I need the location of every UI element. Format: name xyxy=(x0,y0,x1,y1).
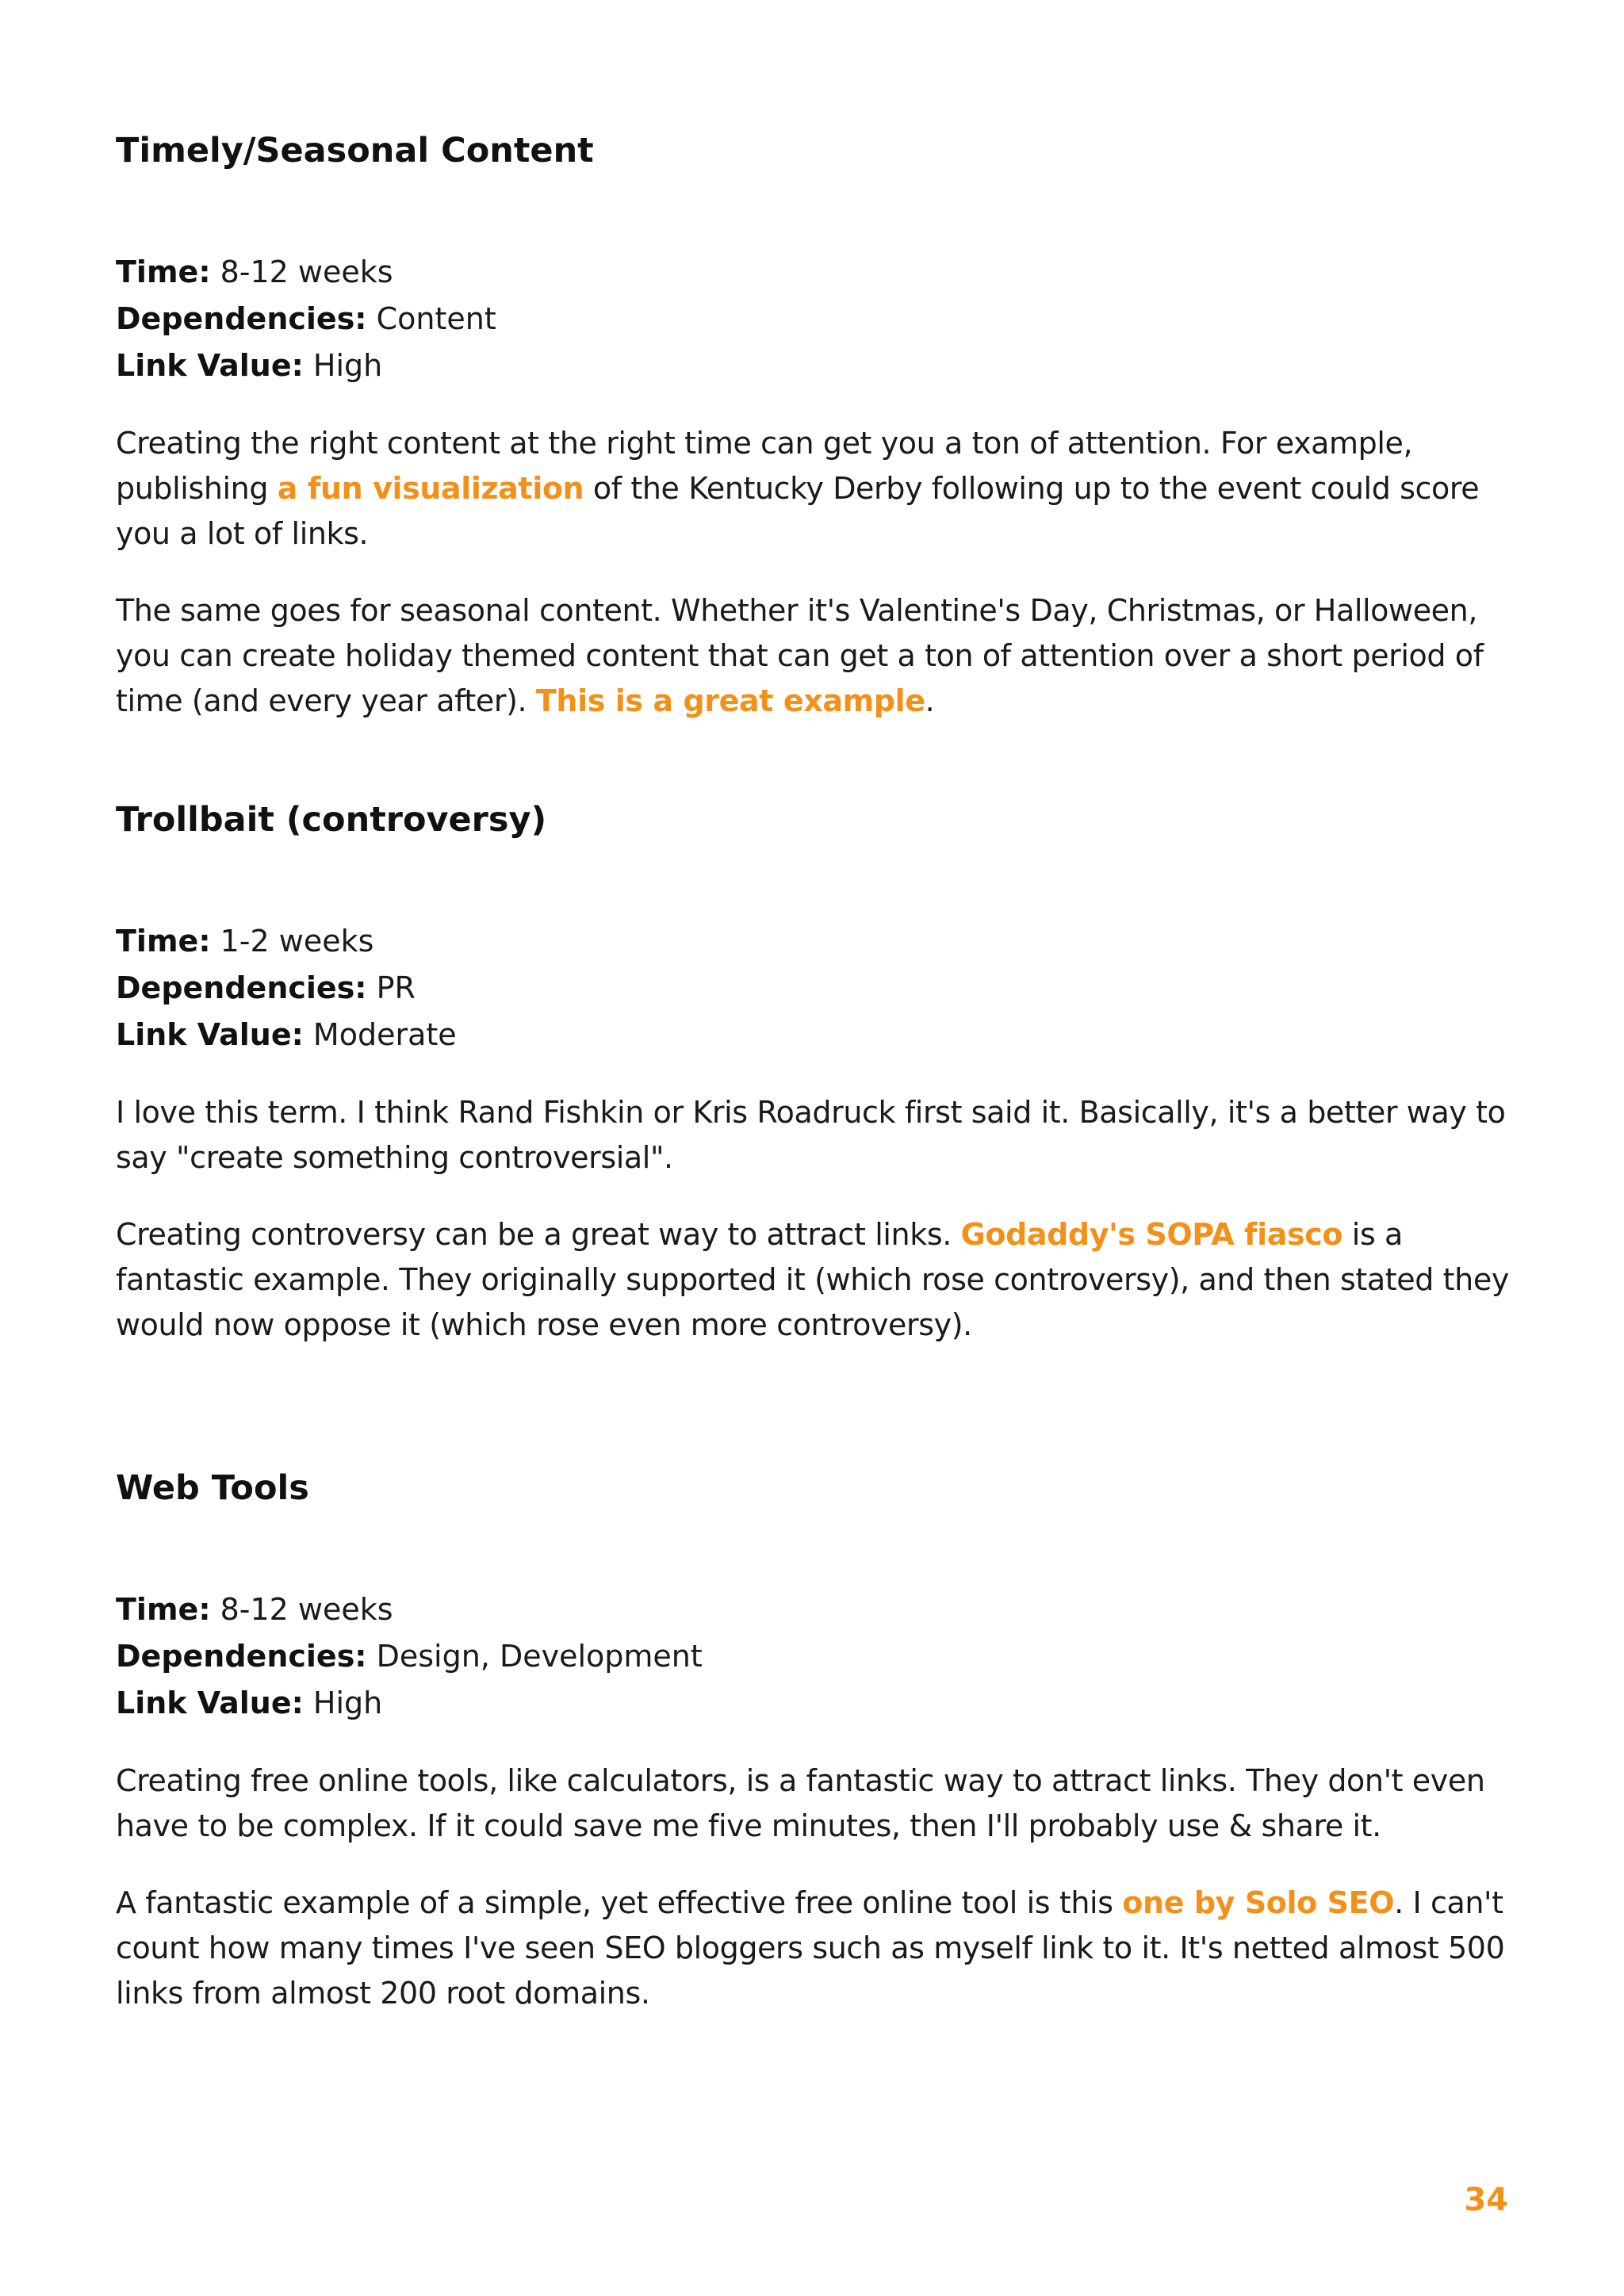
section-trollbait xyxy=(116,798,1511,1348)
section-meta xyxy=(116,249,1511,389)
paragraph: Creating free online tools, like calculators, is a fantastic way to attract links. They don't even have to be complex. If it could save me five minutes, then I'll probably use & share it. xyxy=(116,1763,1485,1843)
meta-link-value: Link Value: High xyxy=(116,348,383,383)
section-title: Web Tools xyxy=(116,1468,309,1508)
paragraph: Creating controversy can be a great way to attract links. Godaddy's SOPA fiasco is a fantastic example. They originally supported it (which rose controversy), and then stated they would now oppose it (which rose even more controversy). xyxy=(116,1217,1509,1342)
sopa-fiasco-link[interactable]: Godaddy's SOPA fiasco xyxy=(960,1217,1343,1252)
paragraph: Creating the right content at the right time can get you a ton of attention. For example, publishing a fun visualization of the Kentucky Derby following up to the event could score you a lot of links. xyxy=(116,426,1480,551)
meta-dependencies: Dependencies: PR xyxy=(116,970,416,1005)
paragraph: I love this term. I think Rand Fishkin or Kris Roadruck first said it. Basically, it's a better way to say "create something controversial". xyxy=(116,1095,1506,1175)
page-number: 34 xyxy=(1464,2182,1508,2218)
section-web-tools xyxy=(116,1466,1511,2016)
meta-time: Time: 1-2 weeks xyxy=(116,924,374,959)
solo-seo-link[interactable]: one by Solo SEO xyxy=(1122,1885,1395,1920)
section-meta xyxy=(116,918,1511,1058)
meta-dependencies: Dependencies: Design, Development xyxy=(116,1639,703,1674)
meta-time: Time: 8-12 weeks xyxy=(116,1592,393,1627)
meta-time: Time: 8-12 weeks xyxy=(116,254,393,289)
meta-dependencies: Dependencies: Content xyxy=(116,301,496,336)
meta-link-value: Link Value: High xyxy=(116,1686,383,1720)
paragraph: The same goes for seasonal content. Whether it's Valentine's Day, Christmas, or Halloween, you can create holiday themed content that can get a ton of attention over a short period of time (and every year after). This is a great example. xyxy=(116,593,1484,718)
great-example-link[interactable]: This is a great example xyxy=(535,683,925,718)
section-title: Timely/Seasonal Content xyxy=(116,131,594,170)
visualization-link[interactable]: a fun visualization xyxy=(277,471,584,506)
meta-link-value: Link Value: Moderate xyxy=(116,1017,457,1052)
section-title: Trollbait (controversy) xyxy=(116,800,547,840)
paragraph: A fantastic example of a simple, yet effective free online tool is this one by Solo SEO. I can't count how many times I've seen SEO bloggers such as myself link to it. It's netted almost 500 links from almost 200 root domains. xyxy=(116,1885,1505,2011)
section-meta xyxy=(116,1586,1511,1727)
section-timely-seasonal xyxy=(116,128,1511,724)
